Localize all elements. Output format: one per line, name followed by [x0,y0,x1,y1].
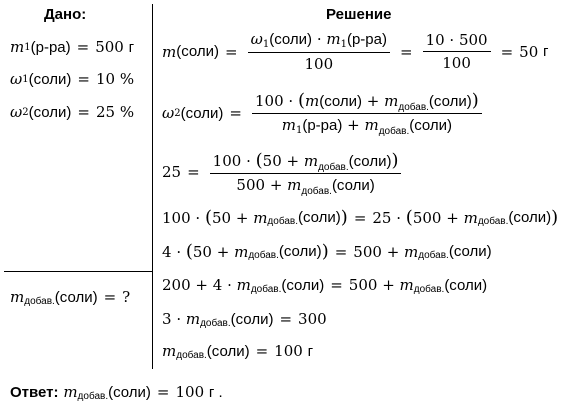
given-header: Дано: [44,6,87,23]
step-expanded: 200 + 4 · m добав. (соли) = 500 + m добав. (соли) [162,276,488,295]
solution-header: Решение [326,6,392,23]
answer-value: 100 [175,383,205,401]
step-omega2-formula: ω 2 (соли) = $\frac{100 \cdot (m(соли) + m_{добав.}(соли))}{m_1(р-ра) + m_{добав.}(соли)}$ [162,90,486,136]
answer-line: Ответ: m добав. (соли) = 100 г . [10,383,223,402]
step-cross-multiply: 100 · ( 50 + m добав. (соли) ) = 25 · ( 500 + m добав. (соли) ) [162,207,559,228]
given-omega2: ω 2 (соли) = 25 % [10,103,135,121]
step-simplified: 3 · m добав. (соли) = 300 [162,310,327,329]
step-substituted: 25 = $\frac{100 \cdot (50 + m_{добав.}(соли))}{500 + m_{добав.}(соли)}$ [162,150,405,194]
find-divider [4,271,152,272]
column-divider [152,4,153,369]
given-mass: m 1 (р-ра) = 500 г [10,38,135,56]
given-omega1: ω 1 (соли) = 10 % [10,70,135,88]
step-result: m добав. (соли) = 100 г [162,342,314,361]
find-item: m добав. (соли) = ? [10,288,131,307]
step-divided: 4 · ( 50 + m добав. (соли) ) = 500 + m добав. (соли) [162,241,492,262]
step-mass-solute: m (соли) = $\frac{\omega_1(соли) \cdot m_1(р-ра)}{100}$ = $\frac{10 \cdot 500}{100}$ = 50 г [162,30,549,73]
answer-label: Ответ: [10,383,59,401]
